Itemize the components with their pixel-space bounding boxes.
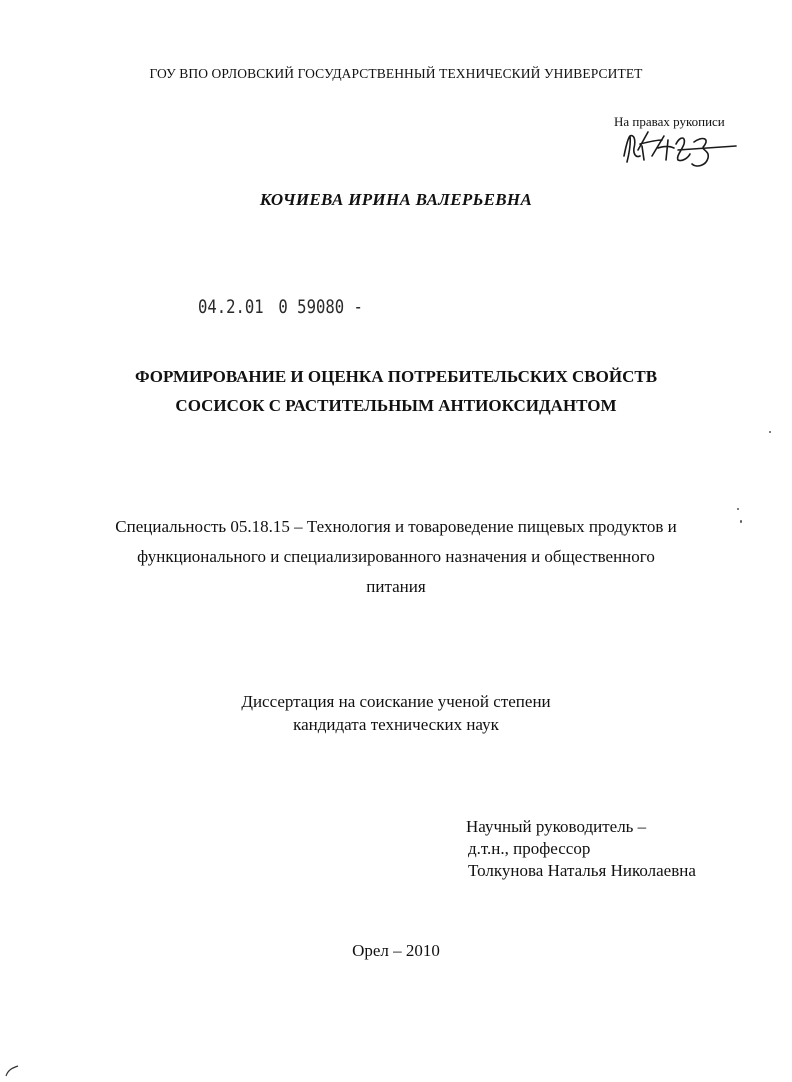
specialty-line-3: питания [366,577,426,596]
author-name: КОЧИЕВА ИРИНА ВАЛЕРЬЕВНА [259,190,533,209]
manuscript-rights-label: На правах рукописи [614,114,725,129]
advisor-name: Толкунова Наталья Николаевна [468,861,696,880]
degree-block [0,690,792,736]
degree-line-2: кандидата технических наук [293,715,499,734]
stamp-code-part2: 0 59080 - [278,296,363,318]
degree-line-1: Диссертация на соискание ученой степени [241,692,551,711]
specialty-block [0,512,792,602]
title-line-1: ФОРМИРОВАНИЕ И ОЦЕНКА ПОТРЕБИТЕЛЬСКИХ СВОЙСТВ [134,367,658,386]
scientific-advisor-block [466,816,696,882]
advisor-degree: д.т.н., профессор [468,839,591,858]
advisor-role: Научный руководитель – [466,817,647,836]
university-name: ГОУ ВПО ОРЛОВСКИЙ ГОСУДАРСТВЕННЫЙ ТЕХНИЧЕСКИЙ УНИВЕРСИТЕТ [149,66,643,81]
scan-mark [4,1064,20,1078]
specialty-line-1: Специальность 05.18.15 – Технология и товароведение пищевых продуктов и [115,517,677,536]
scan-speck [769,431,771,433]
dissertation-title [0,362,792,420]
city-year: Орел – 2010 [352,941,440,960]
handwritten-signature [618,126,748,174]
stamp-code-part1: 04.2.01 [198,296,264,318]
scan-speck [737,508,739,510]
registration-stamp [198,296,363,318]
scan-speck [740,520,742,523]
title-line-2: СОСИСОК С РАСТИТЕЛЬНЫМ АНТИОКСИДАНТОМ [175,396,617,415]
specialty-line-2: функционального и специализированного назначения и общественного [137,547,655,566]
